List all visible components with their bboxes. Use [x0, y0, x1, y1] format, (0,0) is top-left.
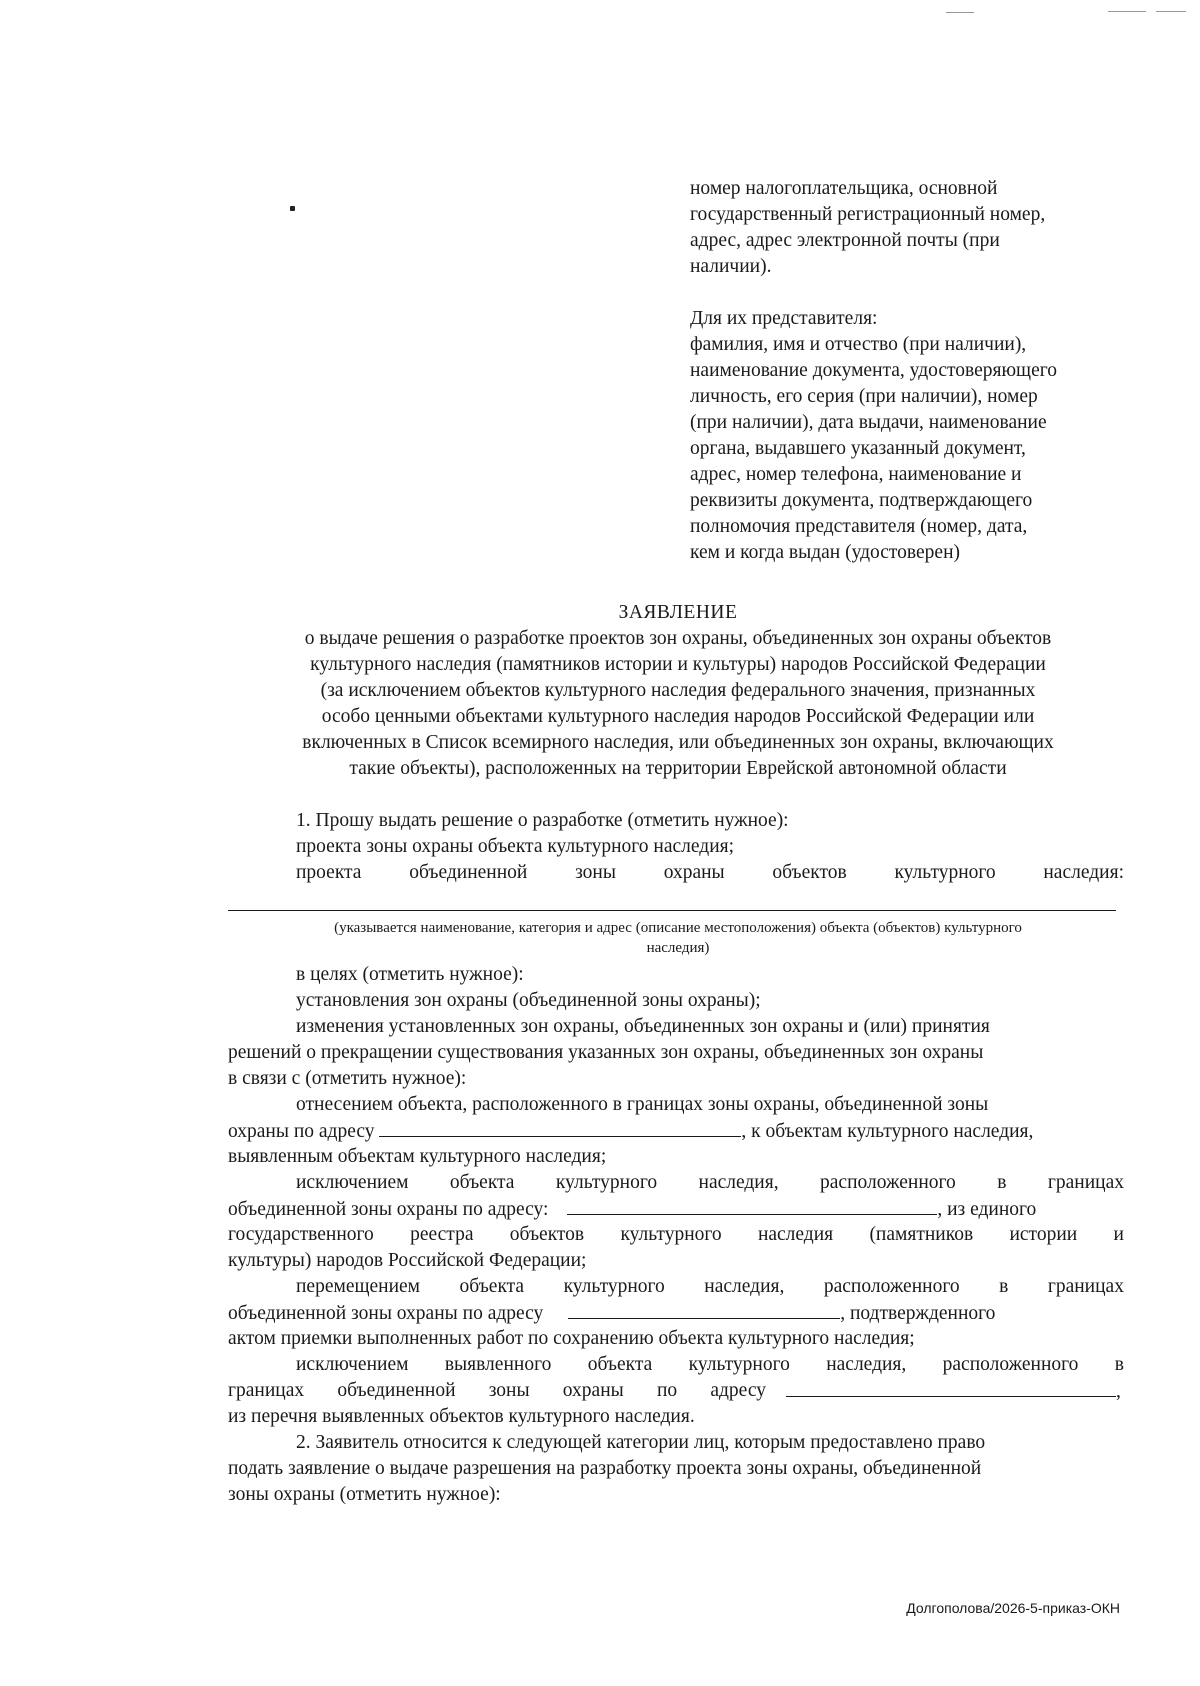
header-line: фамилия, имя и отчество (при наличии), — [690, 334, 1027, 355]
header-line: личность, его серия (при наличии), номер — [690, 386, 1038, 407]
word: истории — [1009, 1224, 1078, 1245]
title-line: (за исключением объектов культурного наследия федерального значения, признанных — [320, 680, 1036, 701]
address-line — [786, 1378, 1121, 1405]
header-line: реквизиты документа, подтверждающего — [690, 490, 1033, 511]
body-line: изменения установленных зон охраны, объединенных зон охраны и (или) принятия — [296, 1016, 990, 1037]
text: , из единого — [937, 1199, 1037, 1220]
word: объединенной — [337, 1380, 456, 1401]
word: объекта — [449, 1172, 515, 1193]
word: культурного — [620, 1224, 722, 1245]
header-line: государственный регистрационный номер, — [690, 204, 1046, 225]
title-line: включенных в Список всемирного наследия, или объединенных зон охраны, включающих — [302, 732, 1054, 753]
header-line: органа, выдавшего указанный документ, — [690, 438, 1026, 459]
word: в — [997, 1172, 1007, 1193]
text: охраны по адресу — [228, 1121, 375, 1142]
word: объекта — [587, 1354, 653, 1375]
word: зоны — [488, 1380, 530, 1401]
word: культурного — [563, 1276, 665, 1297]
word: культурного — [688, 1354, 790, 1375]
justified-line — [228, 1222, 1124, 1248]
address-line — [228, 1196, 1036, 1223]
text: , подтвержденного — [840, 1303, 996, 1324]
scan-speck — [1108, 11, 1146, 12]
word: государственного — [228, 1224, 374, 1245]
word: охраны — [562, 1380, 624, 1401]
heritage-object-input-line[interactable] — [228, 910, 1116, 911]
word: исключением — [296, 1354, 409, 1375]
word: наследия, — [704, 1276, 785, 1297]
word: объектов — [772, 862, 847, 883]
body-line: в связи с (отметить нужное): — [228, 1068, 467, 1089]
word: и — [1113, 1224, 1124, 1245]
header-line: наличии). — [690, 256, 772, 277]
word: в — [999, 1276, 1009, 1297]
title-line: такие объекты), расположенных на территории Еврейской автономной области — [349, 758, 1007, 779]
address-input-b[interactable] — [567, 1196, 937, 1215]
word: (памятников — [869, 1224, 974, 1245]
word: перемещением — [296, 1276, 421, 1297]
body-line: отнесением объекта, расположенного в границах зоны охраны, объединенной зоны — [296, 1094, 989, 1115]
word: границах — [228, 1380, 305, 1401]
title-line: особо ценными объектами культурного наследия народов Российской Федерации или — [321, 706, 1035, 727]
body-line: зоны охраны (отметить нужное): — [228, 1484, 501, 1505]
header-line: Для их представителя: — [690, 308, 878, 329]
text: объединенной зоны охраны по адресу — [228, 1303, 544, 1324]
field-hint: (указывается наименование, категория и адрес (описание местоположения) объекта (объектов) культурного — [334, 920, 1022, 936]
header-line: (при наличии), дата выдачи, наименование — [690, 412, 1047, 433]
header-line: адрес, адрес электронной почты (при — [690, 230, 1000, 251]
word: расположенного — [942, 1354, 1079, 1375]
header-line: номер налогоплательщика, основной — [690, 178, 998, 199]
body-line: актом приемки выполненных работ по сохранению объекта культурного наследия; — [228, 1328, 915, 1349]
word: наследия, — [826, 1354, 907, 1375]
word: наследия — [757, 1224, 834, 1245]
body-line: подать заявление о выдаче разрешения на разработку проекта зоны охраны, объединенной — [228, 1458, 982, 1479]
text: , к объектам культурного наследия, — [741, 1121, 1034, 1142]
word: культурного — [894, 862, 996, 883]
text: , — [1116, 1381, 1121, 1402]
word: расположенного — [823, 1276, 960, 1297]
header-line: кем и когда выдан (удостоверен) — [690, 542, 961, 563]
address-line — [228, 1118, 1033, 1145]
word: наследия: — [1043, 862, 1124, 883]
word: реестра — [410, 1224, 474, 1245]
word: проекта — [296, 862, 362, 883]
body-line: в целях (отметить нужное): — [296, 964, 524, 985]
justified-line — [228, 1378, 766, 1404]
word: охраны — [663, 862, 725, 883]
address-line — [228, 1300, 995, 1327]
word: границах — [1047, 1276, 1124, 1297]
scan-speck — [290, 206, 295, 211]
title-line: о выдаче решения о разработке проектов зон охраны, объединенных зон охраны объектов — [304, 628, 1052, 649]
body-line: культуры) народов Российской Федерации; — [228, 1250, 587, 1271]
document-heading: ЗАЯВЛЕНИЕ — [618, 602, 738, 623]
header-line: адрес, номер телефона, наименование и — [690, 464, 1022, 485]
document-code: Долгополова/2026-5-приказ-ОКН — [906, 1600, 1120, 1616]
word: границах — [1047, 1172, 1124, 1193]
word: объектов — [509, 1224, 585, 1245]
word: в — [1114, 1354, 1124, 1375]
word: расположенного — [820, 1172, 956, 1193]
word: культурного — [555, 1172, 658, 1193]
word: адресу — [710, 1380, 766, 1401]
header-line: полномочия представителя (номер, дата, — [690, 516, 1028, 537]
word: объекта — [459, 1276, 525, 1297]
word: зоны — [575, 862, 616, 883]
address-input-a[interactable] — [379, 1118, 741, 1137]
address-input-d[interactable] — [786, 1378, 1116, 1397]
justified-line — [296, 1274, 1124, 1300]
word: выявленного — [444, 1354, 552, 1375]
body-line: установления зон охраны (объединенной зоны охраны); — [296, 990, 761, 1011]
word: по — [656, 1380, 678, 1401]
body-line: решений о прекращении существования указанных зон охраны, объединенных зон охраны — [228, 1042, 984, 1063]
body-line: 2. Заявитель относится к следующей категории лиц, которым предоставлено право — [296, 1432, 986, 1453]
justified-line — [296, 1170, 1124, 1196]
body-line: из перечня выявленных объектов культурного наследия. — [228, 1406, 695, 1427]
field-hint: наследия) — [646, 940, 710, 956]
body-line: выявленным объектам культурного наследия; — [228, 1146, 607, 1167]
header-line: наименование документа, удостоверяющего — [690, 360, 1057, 381]
address-input-c[interactable] — [568, 1300, 840, 1319]
text: объединенной зоны охраны по адресу: — [228, 1199, 549, 1220]
scan-speck — [946, 12, 974, 13]
body-line: проекта зоны охраны объекта культурного наследия; — [296, 836, 735, 857]
title-line: культурного наследия (памятников истории и культуры) народов Российской Федерации — [310, 654, 1046, 675]
word: наследия, — [698, 1172, 779, 1193]
justified-line — [296, 860, 1124, 886]
word: исключением — [296, 1172, 409, 1193]
body-line: 1. Прошу выдать решение о разработке (отметить нужное): — [296, 810, 789, 831]
justified-line — [296, 1352, 1124, 1378]
scan-speck — [1156, 11, 1186, 12]
word: объединенной — [409, 862, 528, 883]
